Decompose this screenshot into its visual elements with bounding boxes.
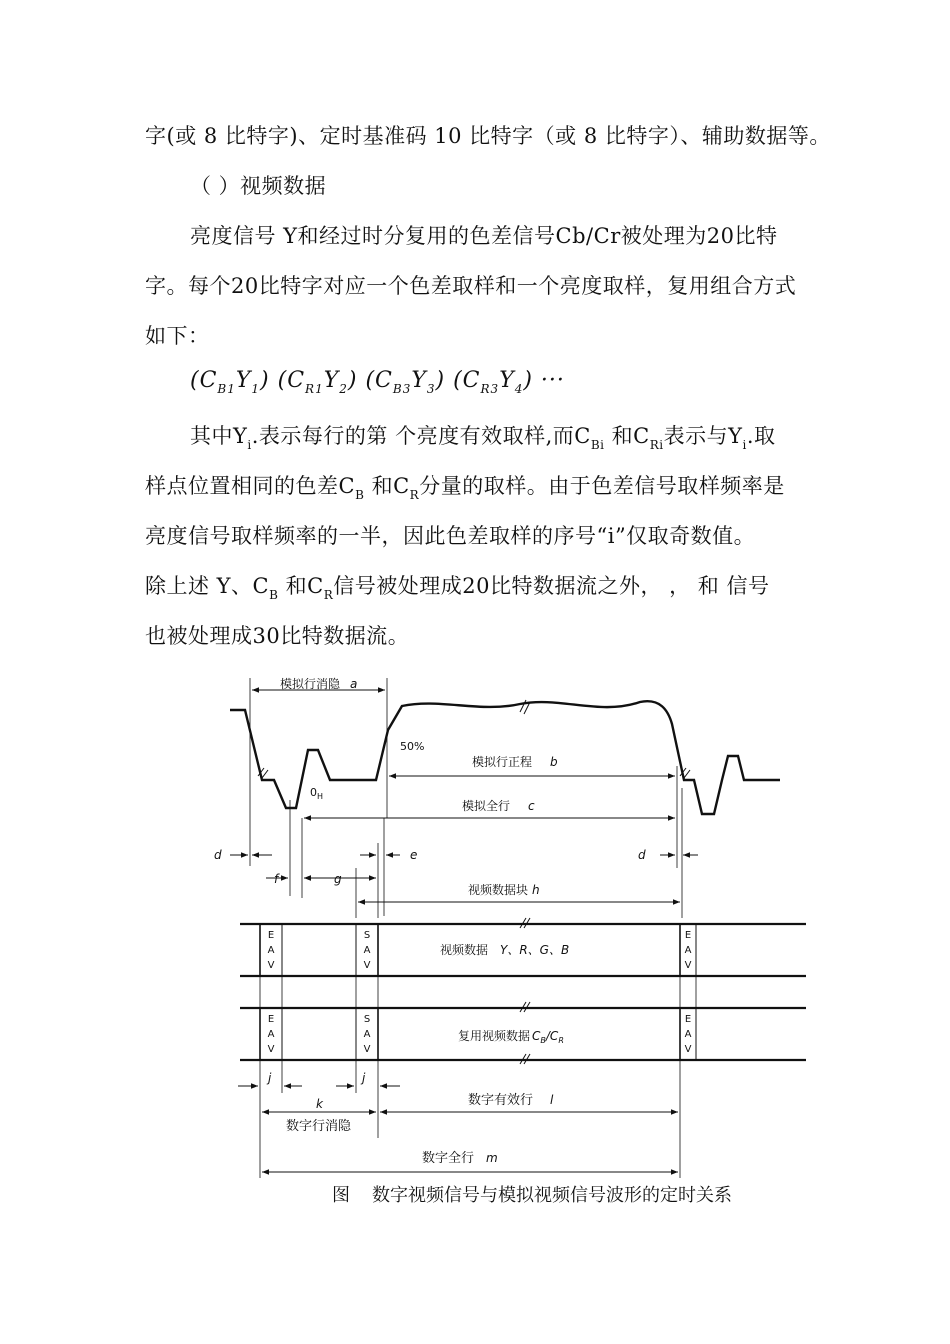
eav-1-right-a: A: [684, 945, 692, 956]
paragraph-4-line-2: 样点位置相同的色差$C_B$ 和$C_R$分量的取样。由于色差信号取样频率是: [145, 474, 785, 502]
paragraph-1-line-1: 字(或 8 比特字)、定时基准码 10 比特字（或 8 比特字）、辅助数据等。: [145, 124, 831, 148]
eav-2-right-a: A: [684, 1029, 692, 1040]
sav-2-a: A: [363, 1029, 371, 1040]
paragraph-4-line-4: 除上述 Y、$C_B$ 和$C_R$信号被处理成20比特数据流之外， ， 和 信号: [145, 574, 770, 602]
paragraph-3-line-1: 亮度信号 Y和经过时分复用的色差信号Cb/Cr被处理为20比特: [190, 224, 778, 248]
label-h: h: [532, 883, 540, 897]
sav-2-s: S: [363, 1014, 371, 1025]
multiplex-formula: $(C_{B1}Y_1)$ $(C_{R1}Y_2)$ $(C_{B3}Y_3)$ $(C_{R3}Y_4)$ ···: [190, 368, 565, 396]
eav-1-left-e: E: [267, 930, 275, 941]
label-c: c: [528, 799, 535, 813]
stream-connectors: [260, 976, 696, 1008]
paragraph-4-line-3: 亮度信号取样频率的一半，因此色差取样的序号“i”仅取奇数值。: [145, 524, 756, 548]
label-50-percent: 50%: [400, 740, 425, 753]
label-analog-active: 模拟行正程: [472, 755, 533, 769]
eav-1-left-a: A: [267, 945, 275, 956]
label-d-left: d: [214, 848, 222, 862]
eav-2-left-v: V: [267, 1044, 275, 1055]
label-f: f: [274, 872, 279, 886]
sav-2-v: V: [363, 1044, 371, 1055]
paragraph-3-line-3: 如下：: [145, 324, 210, 348]
figure-caption: [332, 1184, 754, 1208]
label-zero-h: $0_H$: [310, 786, 324, 801]
paragraph-3-line-2: 字。每个20比特字对应一个色差取样和一个亮度取样，复用组合方式: [145, 274, 797, 298]
label-d-right: d: [638, 848, 646, 862]
paragraph-4-line-1: 其中$Y_i$.表示每行的第 个亮度有效取样,而$C_{Bi}$ 和$C_{Ri}$表示与$Y_i$.取: [190, 424, 776, 452]
label-digital-blanking: 数字行消隐: [286, 1119, 352, 1134]
label-b: b: [550, 755, 558, 769]
sav-1-v: V: [363, 960, 371, 971]
figure-caption-label: 图: [332, 1185, 350, 1206]
section-heading-video-data: （ ）视频数据: [190, 174, 327, 198]
eav-2-left-a: A: [267, 1029, 275, 1040]
sav-1-a: A: [363, 945, 371, 956]
eav-2-right-v: V: [684, 1044, 692, 1055]
label-a: a: [350, 677, 358, 691]
label-digital-active: 数字有效行: [468, 1093, 534, 1108]
figure-caption-text: 数字视频信号与模拟视频信号波形的定时关系: [372, 1185, 732, 1206]
label-m: m: [486, 1151, 498, 1165]
label-k: k: [316, 1097, 323, 1111]
eav-1-right-v: V: [684, 960, 692, 971]
eav-2-left-e: E: [267, 1014, 275, 1025]
label-analog-blanking: 模拟行消隐: [280, 677, 341, 691]
label-video-data: 视频数据: [440, 943, 489, 957]
timing-diagram: [210, 668, 810, 1188]
eav-1-left-v: V: [267, 960, 275, 971]
label-e: e: [410, 848, 418, 862]
label-video-data-vars: Y、R、G、B: [500, 943, 570, 957]
eav-2-right-e: E: [684, 1014, 692, 1025]
eav-1-right-e: E: [684, 930, 692, 941]
sav-1-s: S: [363, 930, 371, 941]
label-g: g: [334, 872, 342, 886]
label-digital-full: 数字全行: [422, 1151, 475, 1166]
paragraph-4-line-5: 也被处理成30比特数据流。: [145, 624, 410, 648]
label-video-block: 视频数据块: [468, 883, 529, 897]
label-j-left: j: [268, 1071, 272, 1085]
label-analog-full: 模拟全行: [462, 799, 511, 813]
label-l: l: [550, 1093, 554, 1107]
label-mux-data: 复用视频数据: [458, 1029, 531, 1043]
label-mux-data-vars: $C_B/C_R$: [532, 1029, 564, 1045]
label-j-right: j: [362, 1071, 366, 1085]
